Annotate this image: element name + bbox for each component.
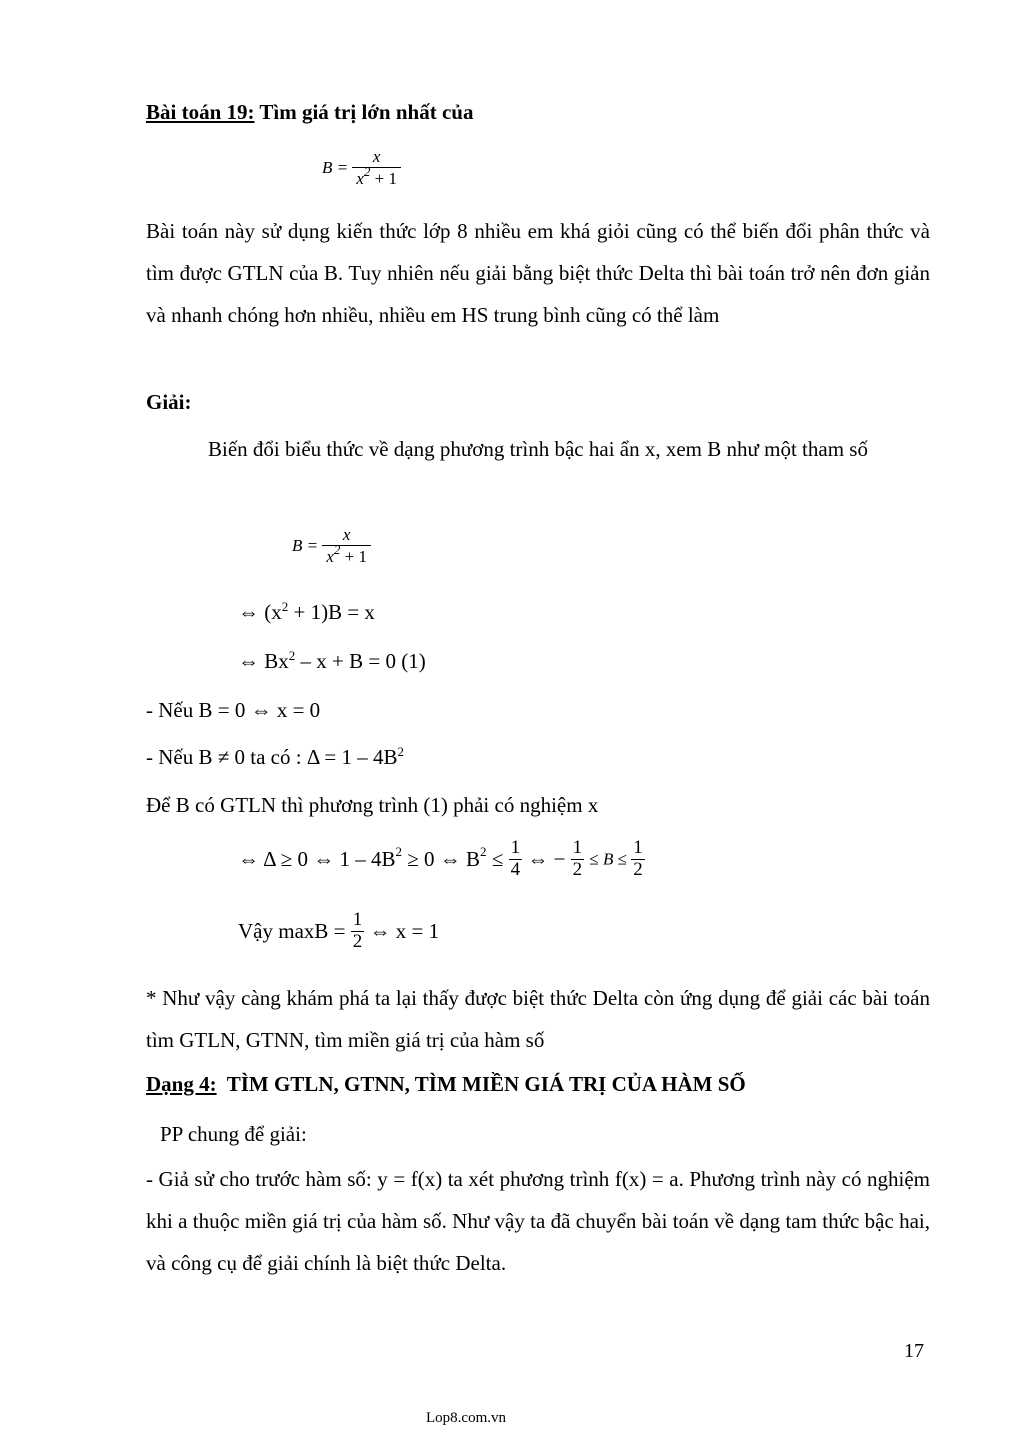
fraction-half: $\frac{1}{2}$ (352, 909, 363, 952)
inequality-chain: ⇔ Δ ≥ 0 ⇔ $1 - 4B^2 \ge 0$ ⇔ $B^2$ ≤ $\frac{1}{4}$ ⇔ − $\frac{1}{2}$ ≤ B ≤ $\frac{1}{2}$ (238, 837, 643, 880)
dang4-paragraph: - Giả sử cho trước hàm số: y = f(x) ta xét phương trình f(x) = a. Phương trình này có nghiệm khi a thuộc miền giá trị của hàm số. Như vậy ta đã chuyển bài toán về dạng tam thức bậc hai, và công cụ để giải chính là biệt thức Delta. (146, 1167, 930, 1275)
fraction (352, 148, 401, 188)
problem-heading (146, 100, 473, 125)
equation-3: ⇔ Bx$^2$ – x + B = 0 (1) (238, 648, 426, 673)
case-1: - Nếu B = 0 ⇔ x = 0 (146, 698, 321, 722)
fraction-one-quarter: $\frac{1}{4}$ (510, 837, 521, 880)
formula-B-1 (322, 148, 401, 188)
formula-lhs: B = (292, 536, 319, 556)
note-paragraph: * Như vậy càng khám phá ta lại thấy được biệt thức Delta còn ứng dụng để giải các bài toán tìm GTLN, GTNN, tìm miền giá trị của hàm số (146, 986, 930, 1052)
intro-paragraph: Bài toán này sử dụng kiến thức lớp 8 nhiều em khá giỏi cũng có thể biến đổi phân thức và tìm được GTLN của B. Tuy nhiên nếu giải bằng biệt thức Delta thì bài toán trở nên đơn giản và nhanh chóng hơn nhiều, nhiều em HS trung bình cũng có thể làm (146, 219, 930, 327)
page-number: 17 (904, 1340, 924, 1362)
condition: Để B có GTLN thì phương trình (1) phải có nghiệm x (146, 793, 599, 817)
max-result: Vậy maxB = $\frac{1}{2}$ ⇔ x = 1 (238, 909, 440, 952)
site-footer: Lop8.com.vn (426, 1410, 506, 1426)
formula-B-2 (292, 526, 371, 566)
section-title: TÌM GTLN, GTNN, TÌM MIỀN GIÁ TRỊ CỦA HÀM SỐ (216, 1072, 746, 1096)
equation-2: ⇔ $(x^2 + 1)B = x$ (238, 599, 375, 624)
section-label: Dạng 4: (146, 1072, 217, 1096)
fraction (322, 526, 371, 566)
problem-heading-text: Tìm giá trị lớn nhất của (254, 100, 474, 124)
fraction-half: $\frac{1}{2}$ (633, 837, 643, 880)
formula-lhs: B = (322, 158, 349, 178)
fraction-numerator: x (372, 147, 381, 166)
pp-label: PP chung để giải: (160, 1122, 307, 1146)
problem-label: Bài toán 19: (146, 100, 255, 124)
fraction-minus-half: $\frac{1}{2}$ (572, 837, 583, 880)
solution-paragraph: Biến đổi biểu thức về dạng phương trình bậc hai ẩn x, xem B như một tham số (208, 437, 868, 461)
fraction-denominator: $x^2 + 1$ (322, 545, 371, 567)
case-2: - Nếu B ≠ 0 ta có : $\Delta = 1 - 4B^2$ (146, 744, 405, 769)
fraction-numerator: x (342, 525, 351, 544)
fraction-denominator: $x^2 + 1$ (352, 167, 401, 189)
solution-label: Giải: (146, 390, 192, 414)
section-heading (146, 1072, 746, 1097)
